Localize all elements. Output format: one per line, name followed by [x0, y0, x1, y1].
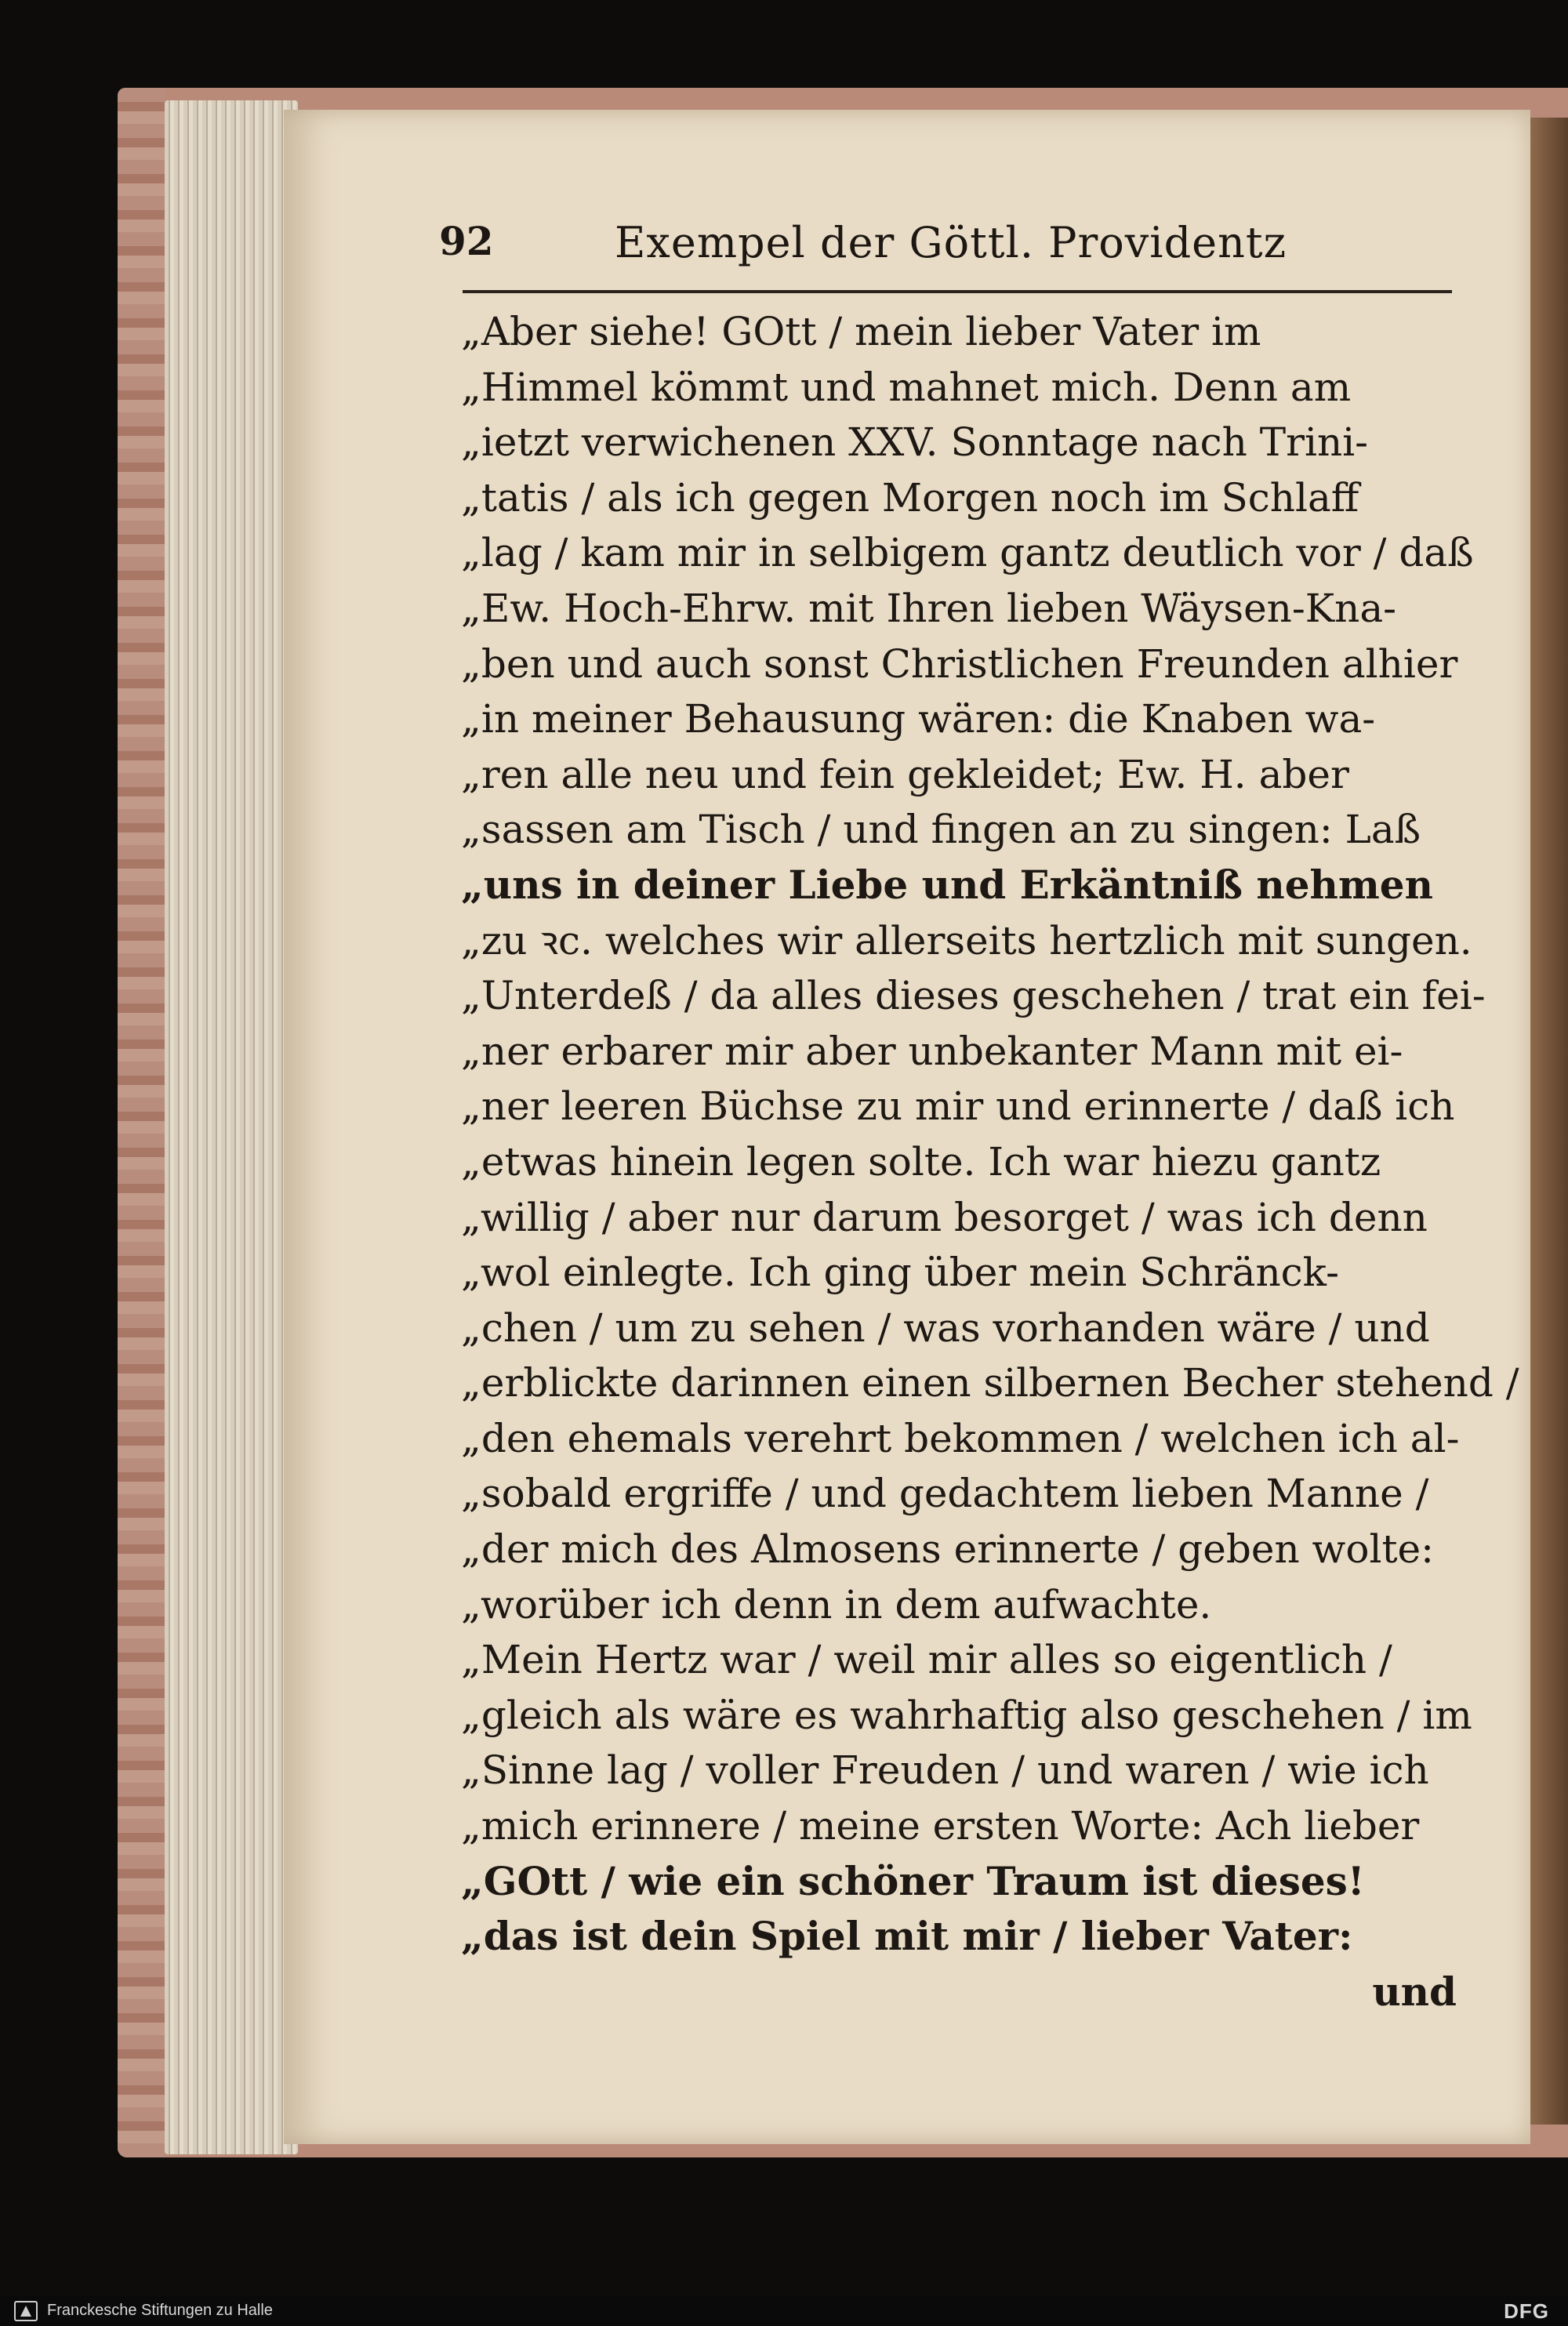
text-line: „lag / kam mir in selbigem gantz deutlich vor / daß — [461, 530, 1474, 576]
text-line: „Mein Hertz war / weil mir alles so eigentlich / — [461, 1637, 1392, 1683]
page-edges — [165, 100, 298, 2154]
text-line: „uns in deiner Liebe und Erkäntniß nehmen — [461, 861, 1433, 908]
text-line: „tatis / als ich gegen Morgen noch im Schlaff — [461, 474, 1359, 521]
text-line: „den ehemals verehrt bekommen / welchen ich al- — [461, 1415, 1460, 1461]
text-line: „ben und auch sonst Christlichen Freunden alhier — [461, 640, 1458, 687]
body-text — [461, 304, 1519, 2019]
dfg-mark: DFG — [1504, 2299, 1549, 2323]
running-head: Exempel der Göttl. Providentz — [615, 218, 1287, 267]
text-line: „Himmel kömmt und mahnet mich. Denn am — [461, 364, 1352, 410]
text-line: „der mich des Almosens erinnerte / geben wolte: — [461, 1526, 1434, 1573]
text-line: „willig / aber nur darum besorget / was ich denn — [461, 1194, 1428, 1240]
text-line: „Unterdeß / da alles dieses geschehen / trat ein fei- — [461, 973, 1486, 1019]
text-line: „sobald ergriffe / und gedachtem lieben Manne / — [461, 1471, 1429, 1517]
marbled-cover-edge — [118, 88, 165, 2157]
text-line: „zu ꝛc. welches wir allerseits hertzlich mit sungen. — [461, 917, 1472, 963]
text-line: „Aber siehe! GOtt / mein lieber Vater im — [461, 309, 1261, 354]
institution-logo-icon — [14, 2301, 38, 2321]
text-line: „Sinne lag / voller Freuden / und waren / wie ich — [461, 1747, 1429, 1794]
text-line: „ner erbarer mir aber unbekanter Mann mit ei- — [461, 1028, 1403, 1074]
text-line: „chen / um zu sehen / was vorhanden wäre / und — [461, 1305, 1430, 1351]
text-line: „GOtt / wie ein schöner Traum ist dieses! — [461, 1857, 1365, 1904]
text-line: „Ew. Hoch-Ehrw. mit Ihren lieben Wäysen-Kna- — [461, 585, 1397, 631]
text-line: „das ist dein Spiel mit mir / lieber Vater: — [461, 1913, 1353, 1960]
text-line: „ietzt verwichenen XXV. Sonntage nach Trini- — [461, 419, 1369, 466]
text-line: „worüber ich denn in dem aufwachte. — [461, 1581, 1212, 1627]
viewer-footer — [0, 2295, 1568, 2326]
text-line: „mich erinnere / meine ersten Worte: Ach lieber — [461, 1803, 1420, 1849]
text-line: „ren alle neu und fein gekleidet; Ew. H. aber — [461, 751, 1349, 797]
page-number: 92 — [439, 218, 494, 264]
text-line: „sassen am Tisch / und fingen an zu singen: Laß — [461, 807, 1421, 853]
text-line: „etwas hinein legen solte. Ich war hiezu gantz — [461, 1138, 1381, 1185]
institution-label: Franckesche Stiftungen zu Halle — [47, 2302, 273, 2319]
text-line: „wol einlegte. Ich ging über mein Schränck- — [461, 1250, 1339, 1296]
text-line: „gleich als wäre es wahrhaftig also geschehen / im — [461, 1692, 1472, 1738]
catchword: und — [1372, 1968, 1457, 2015]
text-line: „in meiner Behausung wären: die Knaben wa- — [461, 696, 1376, 742]
page-header — [439, 218, 1458, 279]
text-line: „ner leeren Büchse zu mir und erinnerte / daß ich — [461, 1083, 1455, 1130]
text-line: „erblickte darinnen einen silbernen Becher stehend / — [461, 1360, 1519, 1406]
header-rule — [463, 290, 1452, 293]
facing-page-edge — [1530, 118, 1568, 2125]
